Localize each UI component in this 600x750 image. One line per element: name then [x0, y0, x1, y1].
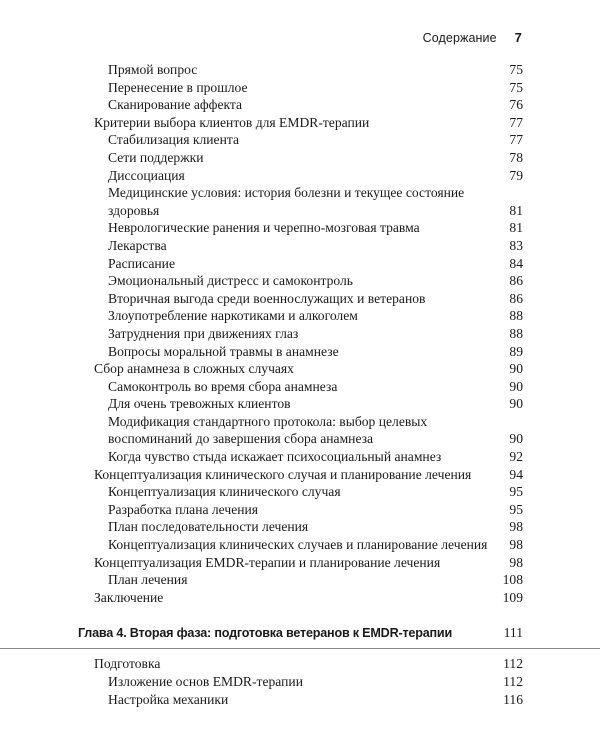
- toc-entry-page: 108: [502, 572, 523, 588]
- toc-entry-title: Концептуализация клинического случая: [108, 484, 341, 500]
- toc-entry-title: Перенесение в прошлое: [108, 79, 248, 95]
- toc-entry-title: Сканирование аффекта: [108, 97, 243, 113]
- toc-entry: [0, 413, 600, 448]
- toc-entry-title: Вопросы моральной травмы в анамнезе: [108, 343, 339, 359]
- toc-entry: [0, 307, 600, 325]
- chapter-heading: [0, 621, 600, 649]
- toc-entry-title: Эмоциональный дистресс и самоконтроль: [108, 273, 353, 289]
- toc-entry-title: Когда чувство стыда искажает психосоциальный анамнез: [108, 449, 442, 465]
- toc-entry-page: 81: [509, 202, 523, 218]
- toc-entry: [0, 554, 600, 572]
- toc-entry: [0, 131, 600, 149]
- chapter-title: Глава 4. Вторая фаза: подготовка ветеранов к EMDR-терапии: [78, 626, 453, 641]
- toc-entry-page: 90: [509, 378, 523, 394]
- toc-entry-page: 75: [509, 79, 523, 95]
- toc-entry-title: Изложение основ EMDR-терапии: [108, 674, 303, 689]
- toc-entry-page: 88: [509, 308, 523, 324]
- toc-entry: [0, 378, 600, 396]
- toc-entry: [0, 114, 600, 132]
- toc-entry-page: 86: [509, 273, 523, 289]
- toc-entry: [0, 290, 600, 308]
- toc-entry-title: Прямой вопрос: [108, 62, 198, 77]
- toc-entry: [0, 96, 600, 114]
- toc-entry-page: 89: [509, 343, 523, 359]
- toc-entry: [0, 167, 600, 185]
- toc-entry-title: Для очень тревожных клиентов: [108, 396, 291, 412]
- toc-entry-page: 98: [509, 537, 523, 553]
- toc-entry: [0, 501, 600, 519]
- toc-entry-page: 75: [509, 62, 523, 77]
- toc-entry-page: 81: [509, 220, 523, 236]
- toc-entry-title: Модификация стандартного протокола: выбор целевых воспоминаний до завершения сбора анамнеза: [108, 413, 428, 447]
- toc-entry-title: Подготовка: [94, 656, 161, 672]
- toc-entries-section-b: [0, 655, 600, 708]
- toc-entry: [0, 395, 600, 413]
- toc-entry: [0, 691, 600, 709]
- toc-entry-title: Концептуализация EMDR-терапии и планирование лечения: [94, 554, 441, 570]
- toc-entry-title: Настройка механики: [108, 691, 229, 707]
- toc-entry: [0, 360, 600, 378]
- toc-entry-page: 79: [509, 167, 523, 183]
- toc-entry: [0, 184, 600, 219]
- toc-entry-title: Злоупотребление наркотиками и алкоголем: [108, 308, 358, 324]
- toc-entry-title: Концептуализация клинического случая и планирование лечения: [94, 466, 472, 482]
- toc-entry-title: Неврологические ранения и черепно-мозговая травма: [108, 220, 420, 236]
- toc-entry-title: План лечения: [108, 572, 188, 588]
- toc-entry: [0, 149, 600, 167]
- toc-entry-page: 90: [509, 361, 523, 377]
- toc-entry-title: Заключение: [94, 589, 164, 605]
- toc-entry-page: 95: [509, 501, 523, 517]
- toc-entry-page: 90: [509, 431, 523, 447]
- toc-entry-page: 112: [503, 674, 523, 689]
- toc-entry-title: Сбор анамнеза в сложных случаях: [94, 361, 294, 377]
- toc-entry: [0, 518, 600, 536]
- toc-entry-page: 84: [509, 255, 523, 271]
- toc-entry-page: 92: [509, 449, 523, 465]
- toc-entry: [0, 272, 600, 290]
- toc-entry: [0, 255, 600, 273]
- page-number: 7: [514, 30, 522, 45]
- toc-entry-page: 86: [509, 290, 523, 306]
- toc-entry-title: Самоконтроль во время сбора анамнеза: [108, 378, 338, 394]
- table-of-contents: [0, 61, 600, 708]
- toc-entry: [0, 448, 600, 466]
- toc-entry-title: Расписание: [108, 255, 175, 271]
- toc-entry: [0, 571, 600, 589]
- toc-entry-page: 94: [509, 466, 523, 482]
- toc-entry-page: 90: [509, 396, 523, 412]
- toc-entry-title: Диссоциация: [108, 167, 185, 183]
- toc-entry-page: 88: [509, 325, 523, 341]
- toc-entry-title: Концептуализация клинических случаев и планирование лечения: [108, 537, 488, 553]
- toc-entry-page: 83: [509, 237, 523, 253]
- chapter-page-number: 111: [503, 625, 523, 641]
- toc-entry-title: План последовательности лечения: [108, 519, 309, 535]
- toc-entry-page: 98: [509, 554, 523, 570]
- toc-entry-title: Стабилизация клиента: [108, 132, 239, 148]
- section-title: Содержание: [422, 31, 497, 45]
- toc-entry: [0, 536, 600, 554]
- toc-entry: [0, 219, 600, 237]
- toc-entry-title: Критерии выбора клиентов для EMDR-терапии: [94, 114, 370, 130]
- running-header: [423, 30, 522, 45]
- toc-entry: [0, 673, 600, 691]
- toc-entry-title: Затруднения при движениях глаз: [108, 325, 299, 341]
- toc-entries-section-a: [0, 61, 600, 606]
- toc-entry: [0, 343, 600, 361]
- toc-entry-page: 78: [509, 149, 523, 165]
- toc-entry: [0, 61, 600, 79]
- toc-entry-title: Вторичная выгода среди военнослужащих и ветеранов: [108, 290, 426, 306]
- toc-entry-page: 116: [503, 691, 523, 707]
- toc-entry-page: 98: [509, 519, 523, 535]
- toc-entry-page: 76: [509, 97, 523, 113]
- toc-entry-page: 109: [502, 589, 523, 605]
- toc-entry-page: 77: [509, 132, 523, 148]
- toc-entry-title: Сети поддержки: [108, 149, 204, 165]
- toc-entry: [0, 325, 600, 343]
- toc-entry-page: 95: [509, 484, 523, 500]
- toc-entry: [0, 79, 600, 97]
- toc-entry-title: Медицинские условия: история болезни и текущее состояние здоровья: [108, 185, 465, 218]
- toc-entry: [0, 237, 600, 255]
- toc-entry: [0, 655, 600, 673]
- toc-entry-page: 77: [509, 114, 523, 130]
- toc-entry: [0, 466, 600, 484]
- toc-entry-page: 112: [503, 656, 523, 672]
- toc-entry-title: Разработка плана лечения: [108, 501, 259, 517]
- toc-entry: [0, 589, 600, 607]
- toc-entry: [0, 483, 600, 501]
- toc-entry-title: Лекарства: [108, 237, 167, 253]
